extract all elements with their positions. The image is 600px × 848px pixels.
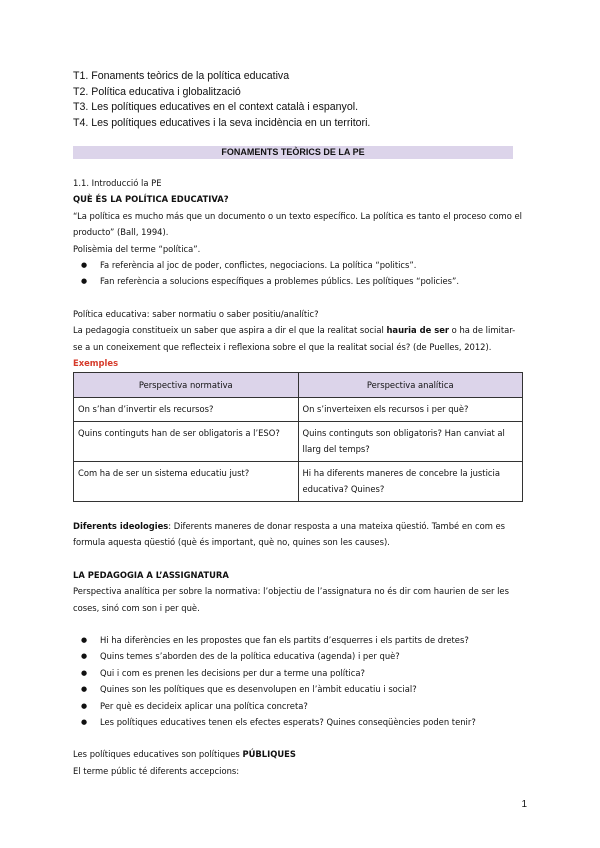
public-term-line: El terme públic té diferents accepcions: [73,765,240,776]
list-item: ● Fan referència a solucions específiques a problemes públics. Les polítiques “policies”. [73,273,523,289]
document-body [73,175,523,779]
quote-paragraph: “La política es mucho más que un documento o un texto específico. La política es tanto el proceso como el producto” (Ball, 1994). [73,210,522,238]
toc-item: T3. Les polítiques educatives en el context català i espanyol. [73,101,359,114]
page-number: 1 [521,799,527,810]
toc-item: T1. Fonaments teòrics de la política educativa [73,70,290,82]
table-row [74,461,523,501]
table-cell: On s’inverteixen els recursos i per què? [298,398,523,421]
knowledge-question: Política educativa: saber normatiu o saber positiu/analític? [73,308,319,319]
list-item: ● Quins temes s’aborden des de la política educativa (agenda) i per què? [73,648,523,664]
list-item: ● Hi ha diferències en les propostes que fan els partits d’esquerres i els partits de dretes? [73,632,523,648]
section-title-bar: FONAMENTS TEÒRICS DE LA PE [73,146,513,159]
toc-item: T2. Política educativa i globalització [73,85,241,98]
column-header-analytic: Perspectiva analítica [298,373,523,398]
question-heading: QUÈ ÉS LA POLÍTICA EDUCATIVA? [73,194,229,205]
table-cell: On s’han d’invertir els recursos? [74,398,299,421]
table-row [74,421,523,461]
knowledge-paragraph: La pedagogia constitueix un saber que aspira a dir el que la realitat social hauria de ser o ha de limitar-se a un coneixement que reflecteix i reflexiona sobre el que la realitat social és? (de Puelles, 2012). [73,325,516,352]
list-item: ● Quines son les polítiques que es desenvolupen en l’àmbit educatiu i social? [73,681,523,697]
perspectives-table [73,372,523,501]
examples-label: Exemples [73,358,119,369]
public-policies-line: Les polítiques educatives son polítiques PÚBLIQUES [73,749,296,760]
list-item: ● Qui i com es prenen les decisions per dur a terme una política? [73,665,523,681]
pedagogy-bullet-list [73,632,523,730]
table-cell: Quins continguts han de ser obligatoris a l’ESO? [74,421,299,461]
list-item: ● Les polítiques educatives tenen els efectes esperats? Quines conseqüències poden tenir? [73,714,523,730]
table-row [74,398,523,421]
table-of-contents [73,69,370,131]
table-header-row [74,373,523,398]
polysemy-line: Polisèmia del terme “política”. [73,243,201,254]
table-cell: Com ha de ser un sistema educatiu just? [74,461,299,501]
ideologies-paragraph: Diferents ideologies: Diferents maneres de donar resposta a una mateixa qüestió. També en com es formula aquesta qüestió (què és important, què no, quines son les causes). [73,520,506,548]
list-item: ● Per què es decideix aplicar una política concreta? [73,698,523,714]
politics-bullet-list [73,257,523,290]
toc-item: T4. Les polítiques educatives i la seva incidència en un territori. [73,116,371,129]
list-item: ● Fa referència al joc de poder, conflictes, negociacions. La política “politics”. [73,257,523,273]
column-header-normative: Perspectiva normativa [74,373,299,398]
pedagogy-paragraph: Perspectiva analítica per sobre la normativa: l’objectiu de l’assignatura no és dir com haurien de ser les coses, sinó com son i per què. [73,586,509,613]
pedagogy-heading: LA PEDAGOGIA A L’ASSIGNATURA [73,569,229,580]
table-cell: Quins continguts son obligatoris? Han canviat al llarg del temps? [298,421,523,461]
table-cell: Hi ha diferents maneres de concebre la justicia educativa? Quines? [298,461,523,501]
subsection-heading: 1.1. Introducció la PE [73,178,162,188]
